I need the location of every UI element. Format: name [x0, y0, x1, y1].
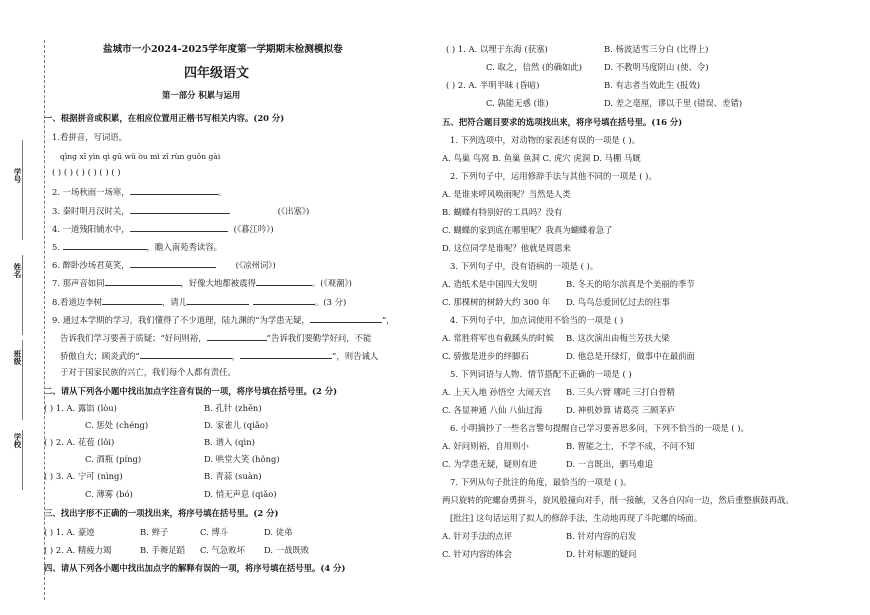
- q9-line2: [60, 332, 371, 344]
- s2-q1-c: C. 惩处 (chéng): [85, 420, 149, 430]
- s2-q3-c: C. 薄雾 (bó): [85, 489, 133, 499]
- q5-end: ，瞻入南苑秀读容。: [146, 242, 223, 252]
- s5-q4: 4. 下列句子中，加点词使用不恰当的一项是 ( ): [450, 315, 624, 325]
- answer-blank[interactable]: [140, 350, 232, 359]
- q8-line: [52, 296, 346, 308]
- q6-poem: (《凉州词》): [235, 260, 276, 270]
- q9-d: ，: [231, 351, 241, 361]
- s5-q4-c: C. 骄傲是进步的绊脚石: [442, 351, 529, 361]
- s3-q1-d: D. 徒弟: [264, 527, 293, 537]
- s4-q2-d: D. 差之毫厘，谬以千里 (错误、差错): [604, 98, 743, 108]
- side-line: [22, 255, 23, 335]
- q9-line3: [60, 350, 378, 362]
- q8-mid: ，请儿: [161, 297, 187, 307]
- s4-q2-b: B. 有志者当效此生 (报效): [604, 80, 701, 90]
- s5-q2: 2. 下列句子中，运用修辞手法与其他不同的一项是 ( )。: [450, 171, 657, 181]
- s2-q1-b: B. 孔针 (zhēn): [204, 403, 262, 413]
- section-1-heading: 一、根据拼音或积累，在相应位置用正楷书写相关内容。(20 分): [44, 113, 285, 123]
- s3-q1-c: C. 博斗: [200, 527, 229, 537]
- side-line: [22, 430, 23, 490]
- s4-q1-a: ( ) 1. A. 以埋于东海 (获塞): [446, 44, 548, 54]
- s3-q1-b: B. 辫子: [140, 527, 169, 537]
- s5-q6-a: A. 好问则裕，自用则小: [442, 441, 529, 451]
- s5-q7-d: D. 针对标题的疑问: [566, 549, 637, 559]
- side-label-class: 班级: [13, 350, 22, 365]
- q9-line4: 于对于国家民族的兴亡，我们每个人都有责任。: [60, 367, 236, 377]
- s5-q5-b: B. 三头六臂 哪吒 三打白骨精: [566, 387, 675, 397]
- s5-q7-b: B. 针对内容的启发: [566, 531, 637, 541]
- s3-q2-c: C. 气急败坏: [200, 545, 245, 555]
- q3-poem: (《出塞》): [277, 206, 310, 216]
- s2-q3-d: D. 悄无声息 (qiǎo): [204, 489, 277, 499]
- q5-text: 5.: [52, 242, 63, 252]
- q7-poem: 。(《观潮》): [311, 278, 352, 288]
- s5-q4-d: D. 他总是开绿灯，做事中在最前面: [566, 351, 695, 361]
- s3-q2-a: ( ) 2. A. 精疲力竭: [44, 545, 112, 555]
- q8-text: 8.看道边李树: [52, 297, 102, 307]
- s5-q4-b: B. 这次演出由梅兰芳扶大梁: [566, 333, 670, 343]
- section-2-heading: 二、请从下列各小题中找出加点字注音有误的一项，将序号填在括号里。(2 分): [44, 386, 338, 396]
- side-label-id: 学号: [13, 168, 22, 183]
- s2-q2-a: ( ) 2. A. 花苞 (lǒi): [44, 437, 115, 447]
- s5-q6-d: D. 一言既出，驷马难追: [566, 459, 654, 469]
- s4-q1-d: D. 不教明马度阴山 (使、令): [604, 62, 709, 72]
- s2-q1-a: ( ) 1. A. 露馅 (lòu): [44, 403, 117, 413]
- q1-text: 1.看拼音，写词语。: [52, 132, 127, 142]
- s5-q2-d: D. 这位同学是谁呢？他就是周恩来: [442, 243, 571, 253]
- q3-line: [52, 205, 309, 217]
- s2-q2-b: B. 谱入 (qìn): [204, 437, 255, 447]
- answer-blank[interactable]: [310, 314, 382, 323]
- s5-q6-c: C. 为学患无疑，疑则有进: [442, 459, 538, 469]
- s2-q1-d: D. 家雀儿 (qiǎo): [204, 420, 269, 430]
- s2-q3-a: ( ) 3. A. 宁可 (nìng): [44, 471, 123, 481]
- s5-q3-c: C. 那棵树的树龄大约 300 年: [442, 297, 551, 307]
- side-label-name: 姓名: [13, 263, 22, 278]
- s5-q5-a: A. 上天入地 孙悟空 大闹天宫: [442, 387, 551, 397]
- s4-q1-b: B. 杨波适雪三分白 (比得上): [604, 44, 709, 54]
- s4-q1-c: C. 取之，信然 (的确如此): [486, 62, 583, 72]
- q4-line: [52, 223, 274, 235]
- s5-q2-b: B. 蝴蝶有特别好的工具吗？没有: [442, 207, 563, 217]
- q9-a: ”，: [381, 315, 395, 325]
- q2-text: 2. 一场秋雨一场寒，: [52, 187, 130, 197]
- q7-line: [52, 277, 352, 289]
- q9-text-3: 骄傲自大；顾炎武的“: [60, 351, 140, 361]
- answer-blank[interactable]: [130, 259, 216, 268]
- q2-line: [52, 186, 226, 198]
- answer-blank[interactable]: [240, 350, 332, 359]
- s5-q7: 7. 下列从句子批注的角度，最恰当的一项是 ( )。: [450, 477, 632, 487]
- side-label-school: 学校: [13, 433, 22, 448]
- answer-blank[interactable]: [63, 241, 147, 250]
- answer-blank[interactable]: [256, 277, 312, 286]
- s2-q2-d: D. 哄堂大笑 (hǒng): [204, 454, 280, 464]
- s2-q3-b: B. 青蒜 (suàn): [204, 471, 262, 481]
- s5-q6: 6. 小明摘抄了一些名言警句提醒自己学习要善思多问，下列不恰当的一项是 ( )。: [450, 423, 749, 433]
- q5-line: [52, 241, 222, 253]
- answer-blank[interactable]: [187, 296, 249, 305]
- s5-q1: 1. 下列选项中，对动物的家表述有误的一项是 ( )。: [450, 135, 641, 145]
- q9-text-2: 告诉我们学习要善于质疑；“好问则裕，: [60, 333, 207, 343]
- side-line: [22, 140, 23, 240]
- section-3-heading: 三、找出字形不正确的一项找出来，将序号填在括号里。(2 分): [44, 508, 279, 518]
- pinyin-row: qīng xī yìn qì gū wǔ òu mì zī rùn guǒn gài: [60, 152, 221, 161]
- answer-blank[interactable]: [253, 296, 315, 305]
- s5-q7-note: [批注] 这句话运用了拟人的修辞手法，生动地再现了斗陀螺的场面。: [450, 513, 703, 523]
- q9-line1: [52, 314, 394, 326]
- q9-c: ”，则告诫人: [332, 351, 379, 361]
- s5-q6-b: B. 智能之士，不学不成，不问不知: [566, 441, 695, 451]
- s5-q5-c: C. 各显神通 八仙 八仙过海: [442, 405, 543, 415]
- q7-text: 7. 那声音如同: [52, 278, 105, 288]
- s5-q4-a: A. 常胜将军也有截蹊头的时候: [442, 333, 554, 343]
- q8-end: 。(3 分): [315, 297, 347, 307]
- answer-blank[interactable]: [130, 205, 230, 214]
- s5-q5: 5. 下列词语与人物、情节搭配不正确的一项是 ( ): [450, 369, 632, 379]
- s5-q3-b: B. 冬天的哈尔滨真是个美丽的季节: [566, 279, 695, 289]
- answer-blank[interactable]: [102, 296, 162, 305]
- s4-q2-a: ( ) 2. A. 半明半昧 (昏暗): [446, 80, 540, 90]
- answer-blank[interactable]: [130, 223, 228, 232]
- pinyin-brackets: ( ) ( ) ( ) ( ) ( ) ( ): [52, 167, 121, 177]
- s3-q2-b: B. 手舞足蹈: [140, 545, 185, 555]
- side-line: [22, 340, 23, 420]
- answer-blank[interactable]: [105, 277, 181, 286]
- s5-q2-a: A. 是谁来呼风唤雨呢？当然是人类: [442, 189, 571, 199]
- s5-q3-a: A. 造纸术是中国四大发明: [442, 279, 538, 289]
- answer-blank[interactable]: [207, 332, 267, 341]
- s5-q1-options: A. 鸟巢 鸟窝 B. 鱼巢 鱼洞 C. 虎穴 虎洞 D. 马棚 马厩: [442, 153, 641, 163]
- q6-line: [52, 259, 276, 271]
- s3-q2-d: D. 一战既败: [264, 545, 310, 555]
- s4-q2-c: C. 孰能无惑 (谁): [486, 98, 549, 108]
- s5-q2-c: C. 蝴蝶的家到底在哪里呢？我真为蝴蝶着急了: [442, 225, 613, 235]
- q6-text: 6. 醉卧沙场君莫笑，: [52, 260, 130, 270]
- section-4-heading: 四、请从下列各小题中找出加点字的解释有误的一项，将序号填在括号里。(4 分): [44, 563, 346, 573]
- s2-q2-c: C. 酒瓶 (píng): [85, 454, 142, 464]
- q3-text: 3. 秦时明月汉时关，: [52, 206, 130, 216]
- s3-q1-a: ( ) 1. A. 豪迹: [44, 527, 95, 537]
- s5-q7-c: C. 针对内容的体会: [442, 549, 513, 559]
- subject-title: 四年级语文: [184, 66, 250, 81]
- q4-text: 4. 一道残阳铺水中，: [52, 224, 130, 234]
- s5-q3-d: D. 鸟鸟总爱回忆过去的往事: [566, 297, 670, 307]
- s5-q5-d: D. 神机妙算 诸葛亮 三顾茅庐: [566, 405, 676, 415]
- exam-title: 盐城市一小2024-2025学年度第一学期期末检测模拟卷: [103, 44, 343, 55]
- part-title: 第一部分 积累与运用: [162, 90, 241, 100]
- q2-end: 。: [217, 187, 227, 197]
- answer-blank[interactable]: [130, 186, 218, 195]
- q9-b: ”告诉我们要勤学好问，不能: [266, 333, 372, 343]
- q4-poem: (《暮江吟》): [233, 224, 274, 234]
- s5-q3: 3. 下列句子中，没有语病的一项是 ( )。: [450, 261, 599, 271]
- section-5-heading: 五、把符合题目要求的选项找出来，将序号填在括号里。(16 分): [442, 117, 683, 127]
- binding-margin: [8, 140, 48, 610]
- q9-text: 9. 通过本学期的学习，我们懂得了不少道理，陆九渊的“为学患无疑，: [52, 315, 310, 325]
- s5-q7-passage: 两只旋转的陀螺奋勇拼斗，旋风般撞向对手，削一接触，又各自闪向一边，然后重整旗鼓再战。: [442, 495, 794, 505]
- s5-q7-a: A. 针对手法的点评: [442, 531, 512, 541]
- q7-mid: ，好像大地都被震得: [180, 278, 256, 288]
